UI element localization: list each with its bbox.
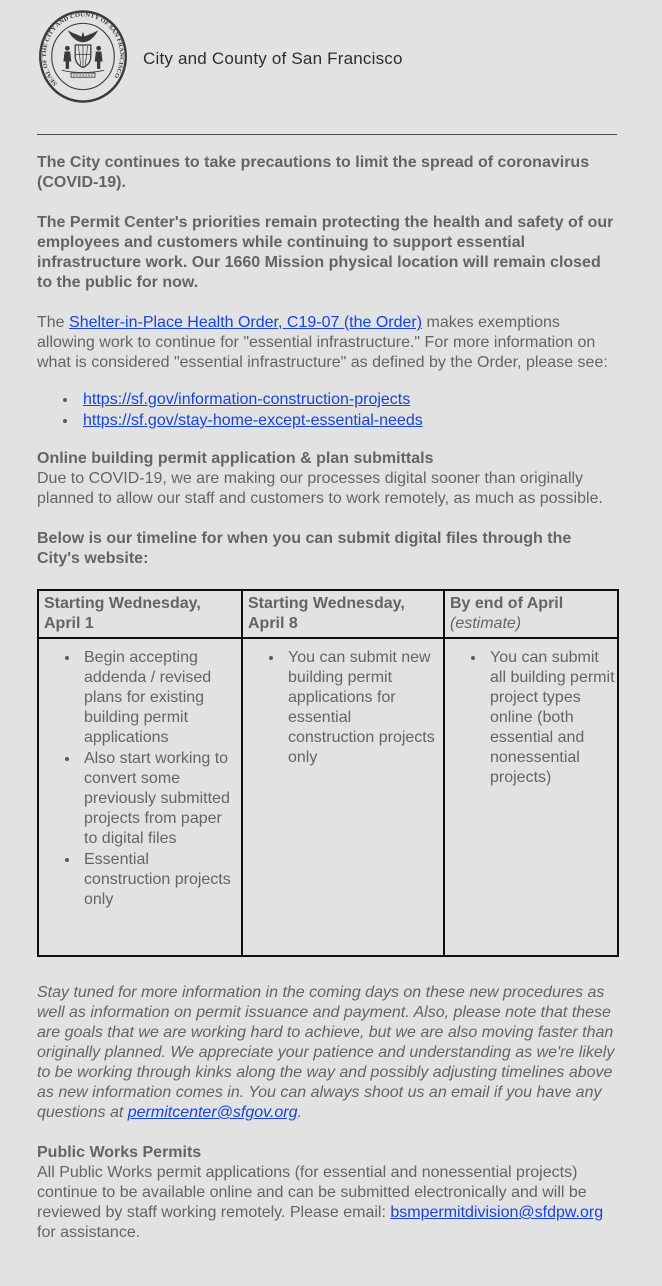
seal-miner-figure [63,46,71,69]
construction-projects-link[interactable]: https://sf.gov/information-construction-projects [83,391,411,408]
list-item: • You can submit new building permit applications for essential construction projects only [284,647,441,768]
notice-paragraph [37,983,617,1123]
sf-seal-icon [37,8,129,110]
list-item: • Begin accepting addenda / revised plans for existing building permit applications [80,647,239,748]
endofapril-items [445,647,615,788]
online-permits-heading: Online building permit application & plan submittals [37,450,434,467]
header-divider [37,134,617,135]
timeline-col-endofapril-header: By end of April (estimate) [444,590,618,638]
timeline-header-row [38,590,618,638]
seal-ring-text: SEAL OF THE CITY AND COUNTY OF SAN FRANCISCO [41,12,125,87]
bsm-permit-email-link[interactable]: bsmpermitdivision@sfdpw.org [390,1204,604,1221]
resource-links-list [37,389,617,431]
order-paragraph [37,313,617,373]
shelter-in-place-order-link[interactable]: Shelter-in-Place Health Order, C19-07 (the Order) [69,314,423,331]
resource-link-item [78,410,617,431]
public-works-text-after: for assistance. [37,1224,141,1241]
timeline-col-april8-header: Starting Wednesday, April 8 [242,590,444,638]
list-item: • You can submit all building permit project types online (both essential and nonessential projects) [486,647,615,788]
timeline-col-endofapril-cell [444,638,618,956]
timeline-body-row [38,638,618,956]
public-works-heading: Public Works Permits [37,1144,202,1161]
stay-home-link[interactable]: https://sf.gov/stay-home-except-essential-needs [83,412,423,429]
permitcenter-email-link[interactable]: permitcenter@sfgov.org [127,1104,298,1121]
order-text-before: The [37,314,70,331]
timeline-col-april8-cell [242,638,444,956]
timeline-col-april1-header: Starting Wednesday, April 1 [38,590,242,638]
intro-paragraph-2: The Permit Center's priorities remain protecting the health and safety of our employees and customers while continuing to support essential infrastructure work. Our 1660 Mission physical location will remain closed to the public for now. [37,214,614,291]
notice-text-before: Stay tuned for more information in the coming days on these new procedures as well as information on permit issuance and payment. Also, please note that these are goals that we are working hard to achieve, but we are also moving faster than originally planned. We appreciate your patience and understanding as we're likely to be working through kinks along the way and possibly adjusting timelines above as new information comes in. You can always shoot us an email if you have any questions at [37,984,615,1121]
masthead [37,8,617,110]
timeline-col-april1-cell [38,638,242,956]
order-text-after: makes exemptions allowing work to continue for "essential infrastructure." For more information on what is considered "essential infrastructure" as defined by the Order, please see: [37,314,608,371]
list-item: • Also start working to convert some previously submitted projects from paper to digital files [80,748,239,849]
april8-items [243,647,441,768]
org-title: City and County of San Francisco [143,49,403,68]
seal-sailor-figure [95,46,103,69]
resource-link-item [78,389,617,410]
online-permits-body: Due to COVID-19, we are making our processes digital sooner than originally planned to allow our staff and customers to work remotely, as much as possible. [37,470,603,507]
public-works-text-before: All Public Works permit applications (for essential and nonessential projects) continue to be available online and can be submitted electronically and will be reviewed by staff working remotely. Please email: [37,1164,587,1221]
list-item: • Essential construction projects only [80,849,239,910]
april1-items [39,647,239,910]
timeline-intro: Below is our timeline for when you can submit digital files through the City's website: [37,530,572,567]
notice-text-after: . [297,1104,302,1121]
online-permits-paragraph [37,449,617,509]
intro-paragraph-1: The City continues to take precautions to limit the spread of coronavirus (COVID-19). [37,154,590,191]
timeline-table [37,589,619,957]
public-works-paragraph [37,1143,617,1243]
